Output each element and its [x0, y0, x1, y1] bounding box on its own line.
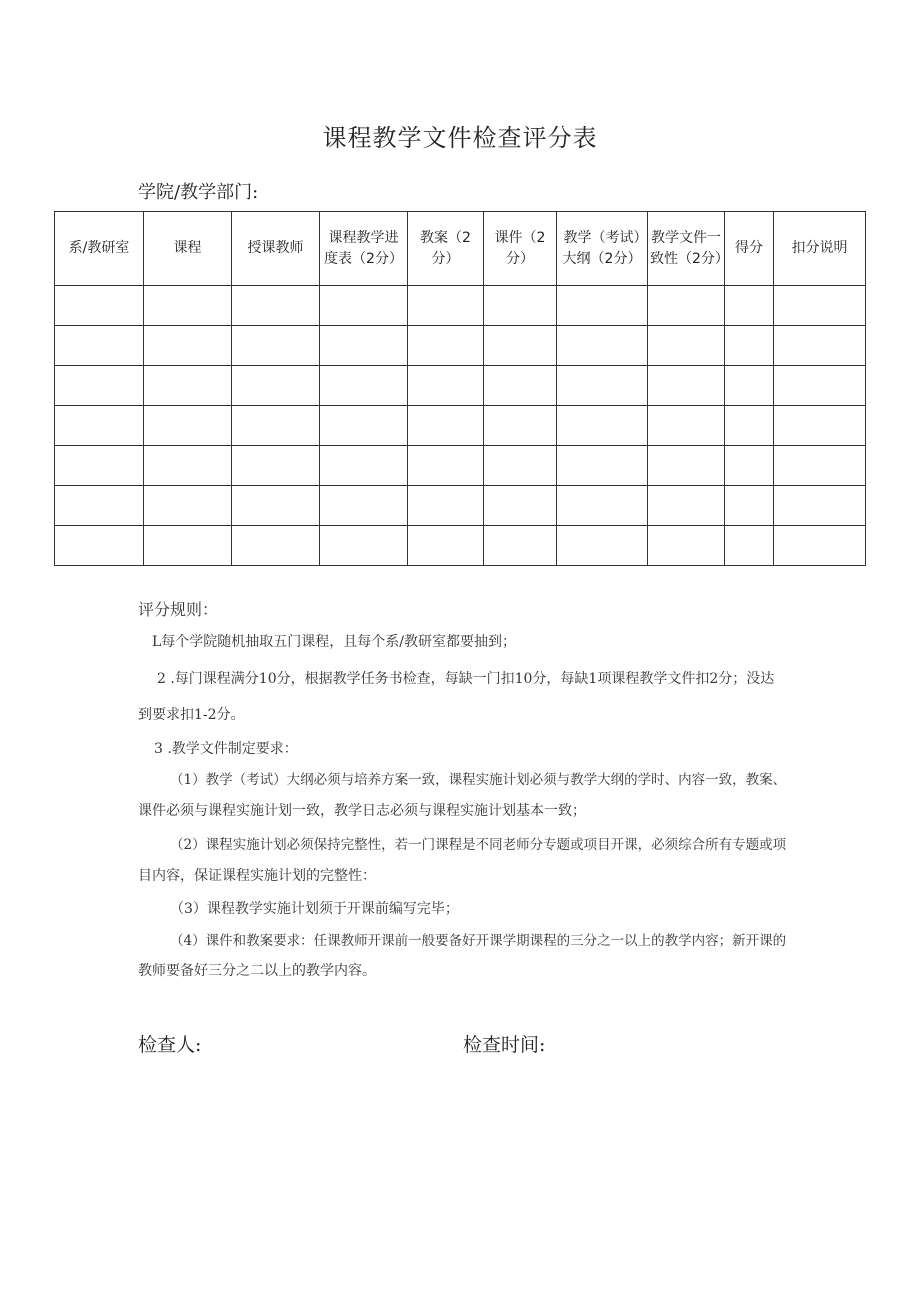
- header-schedule: 课程教学进度表（2分）: [320, 212, 408, 286]
- table-cell[interactable]: [557, 486, 648, 526]
- table-cell[interactable]: [557, 366, 648, 406]
- rule-item-2-line-2: 到要求扣1-2分。: [138, 707, 245, 723]
- rule-sub-4-line-2: 教师要备好三分之二以上的教学内容。: [138, 963, 376, 979]
- header-teacher: 授课教师: [232, 212, 320, 286]
- table-cell[interactable]: [484, 486, 557, 526]
- rule-sub-2-line-2: 目内容，保证课程实施计划的完整性：: [138, 868, 376, 884]
- table-cell[interactable]: [725, 486, 774, 526]
- table-cell[interactable]: [774, 366, 866, 406]
- header-course: 课程: [144, 212, 232, 286]
- header-lesson-plan: 教案（2分）: [408, 212, 484, 286]
- table-cell[interactable]: [557, 286, 648, 326]
- department-label: 学院/教学部门:: [138, 182, 259, 203]
- table-cell[interactable]: [232, 526, 320, 566]
- table-cell[interactable]: [408, 526, 484, 566]
- rule-sub-3: （3）课程教学实施计划须于开课前编写完毕；: [170, 901, 459, 917]
- table-cell[interactable]: [320, 486, 408, 526]
- table-cell[interactable]: [774, 326, 866, 366]
- table-cell[interactable]: [557, 326, 648, 366]
- table-cell[interactable]: [144, 286, 232, 326]
- table-cell[interactable]: [648, 526, 725, 566]
- table-cell[interactable]: [144, 526, 232, 566]
- table-cell[interactable]: [725, 286, 774, 326]
- table-cell[interactable]: [484, 406, 557, 446]
- score-table: [54, 211, 866, 566]
- table-cell[interactable]: [408, 286, 484, 326]
- header-consistency: 教学文件一致性（2分）: [648, 212, 725, 286]
- table-cell[interactable]: [144, 366, 232, 406]
- table-cell[interactable]: [774, 406, 866, 446]
- table-row: [55, 326, 866, 366]
- table-cell[interactable]: [55, 326, 144, 366]
- table-cell[interactable]: [774, 486, 866, 526]
- inspection-time-label: 检查时间:: [463, 1034, 546, 1056]
- rule-sub-2-line-1: （2）课程实施计划必须保持完整性，若一门课程是不同老师分专题或项目开课，必须综合所有专题或项: [170, 837, 787, 853]
- table-cell[interactable]: [232, 326, 320, 366]
- table-cell[interactable]: [484, 326, 557, 366]
- table-cell[interactable]: [55, 486, 144, 526]
- table-cell[interactable]: [557, 446, 648, 486]
- table-cell[interactable]: [55, 526, 144, 566]
- table-row: [55, 446, 866, 486]
- table-cell[interactable]: [484, 286, 557, 326]
- table-cell[interactable]: [320, 286, 408, 326]
- table-cell[interactable]: [648, 366, 725, 406]
- table-cell[interactable]: [484, 366, 557, 406]
- table-cell[interactable]: [232, 406, 320, 446]
- table-row: [55, 526, 866, 566]
- table-cell[interactable]: [725, 326, 774, 366]
- table-cell[interactable]: [232, 366, 320, 406]
- table-header-row: [55, 212, 866, 286]
- table-cell[interactable]: [648, 326, 725, 366]
- rule-item-1: L每个学院随机抽取五门课程，且每个系/教研室都要抽到；: [152, 634, 517, 650]
- header-syllabus: 教学（考试）大纲（2分）: [557, 212, 648, 286]
- table-cell[interactable]: [774, 526, 866, 566]
- table-cell[interactable]: [144, 486, 232, 526]
- table-cell[interactable]: [648, 406, 725, 446]
- table-row: [55, 486, 866, 526]
- table-cell[interactable]: [55, 286, 144, 326]
- rule-sub-1-line-2: 课件必须与课程实施计划一致，教学日志必须与课程实施计划基本一致；: [138, 803, 586, 819]
- table-cell[interactable]: [648, 486, 725, 526]
- table-cell[interactable]: [144, 406, 232, 446]
- table-cell[interactable]: [408, 366, 484, 406]
- table-cell[interactable]: [408, 486, 484, 526]
- table-cell[interactable]: [232, 446, 320, 486]
- header-courseware: 课件（2分）: [484, 212, 557, 286]
- table-cell[interactable]: [774, 446, 866, 486]
- table-cell[interactable]: [232, 286, 320, 326]
- table-cell[interactable]: [144, 326, 232, 366]
- table-cell[interactable]: [408, 406, 484, 446]
- table-cell[interactable]: [725, 406, 774, 446]
- table-cell[interactable]: [648, 446, 725, 486]
- table-cell[interactable]: [557, 526, 648, 566]
- inspector-label: 检查人:: [138, 1034, 202, 1056]
- table-cell[interactable]: [484, 446, 557, 486]
- table-cell[interactable]: [55, 406, 144, 446]
- table-cell[interactable]: [774, 286, 866, 326]
- table-cell[interactable]: [725, 526, 774, 566]
- table-cell[interactable]: [648, 286, 725, 326]
- table-row: [55, 286, 866, 326]
- table-cell[interactable]: [725, 446, 774, 486]
- rule-sub-4-line-1: （4）课件和教案要求：任课教师开课前一般要备好开课学期课程的三分之一以上的教学内容；新开课的: [170, 933, 787, 949]
- rules-heading: 评分规则：: [138, 600, 219, 619]
- table-row: [55, 406, 866, 446]
- header-score: 得分: [725, 212, 774, 286]
- rule-item-3: 3 .教学文件制定要求：: [154, 741, 298, 757]
- table-row: [55, 366, 866, 406]
- table-cell[interactable]: [320, 526, 408, 566]
- table-cell[interactable]: [725, 366, 774, 406]
- page-title: 课程教学文件检查评分表: [322, 124, 598, 152]
- table-cell[interactable]: [320, 406, 408, 446]
- table-cell[interactable]: [408, 446, 484, 486]
- table-cell[interactable]: [55, 446, 144, 486]
- table-cell[interactable]: [320, 366, 408, 406]
- table-cell[interactable]: [144, 446, 232, 486]
- header-deduction: 扣分说明: [774, 212, 866, 286]
- table-cell[interactable]: [320, 446, 408, 486]
- table-cell[interactable]: [320, 326, 408, 366]
- header-department: 系/教研室: [55, 212, 144, 286]
- table-cell[interactable]: [557, 406, 648, 446]
- table-cell[interactable]: [408, 326, 484, 366]
- table-cell[interactable]: [55, 366, 144, 406]
- table-cell[interactable]: [232, 486, 320, 526]
- table-cell[interactable]: [484, 526, 557, 566]
- rule-item-2-line-1: 2 .每门课程满分10分，根据教学任务书检查，每缺一门扣10分，每缺1项课程教学文件扣2分；没达: [157, 671, 775, 687]
- rule-sub-1-line-1: （1）教学（考试）大纲必须与培养方案一致，课程实施计划必须与教学大纲的学时、内容一致，教案、: [170, 772, 787, 788]
